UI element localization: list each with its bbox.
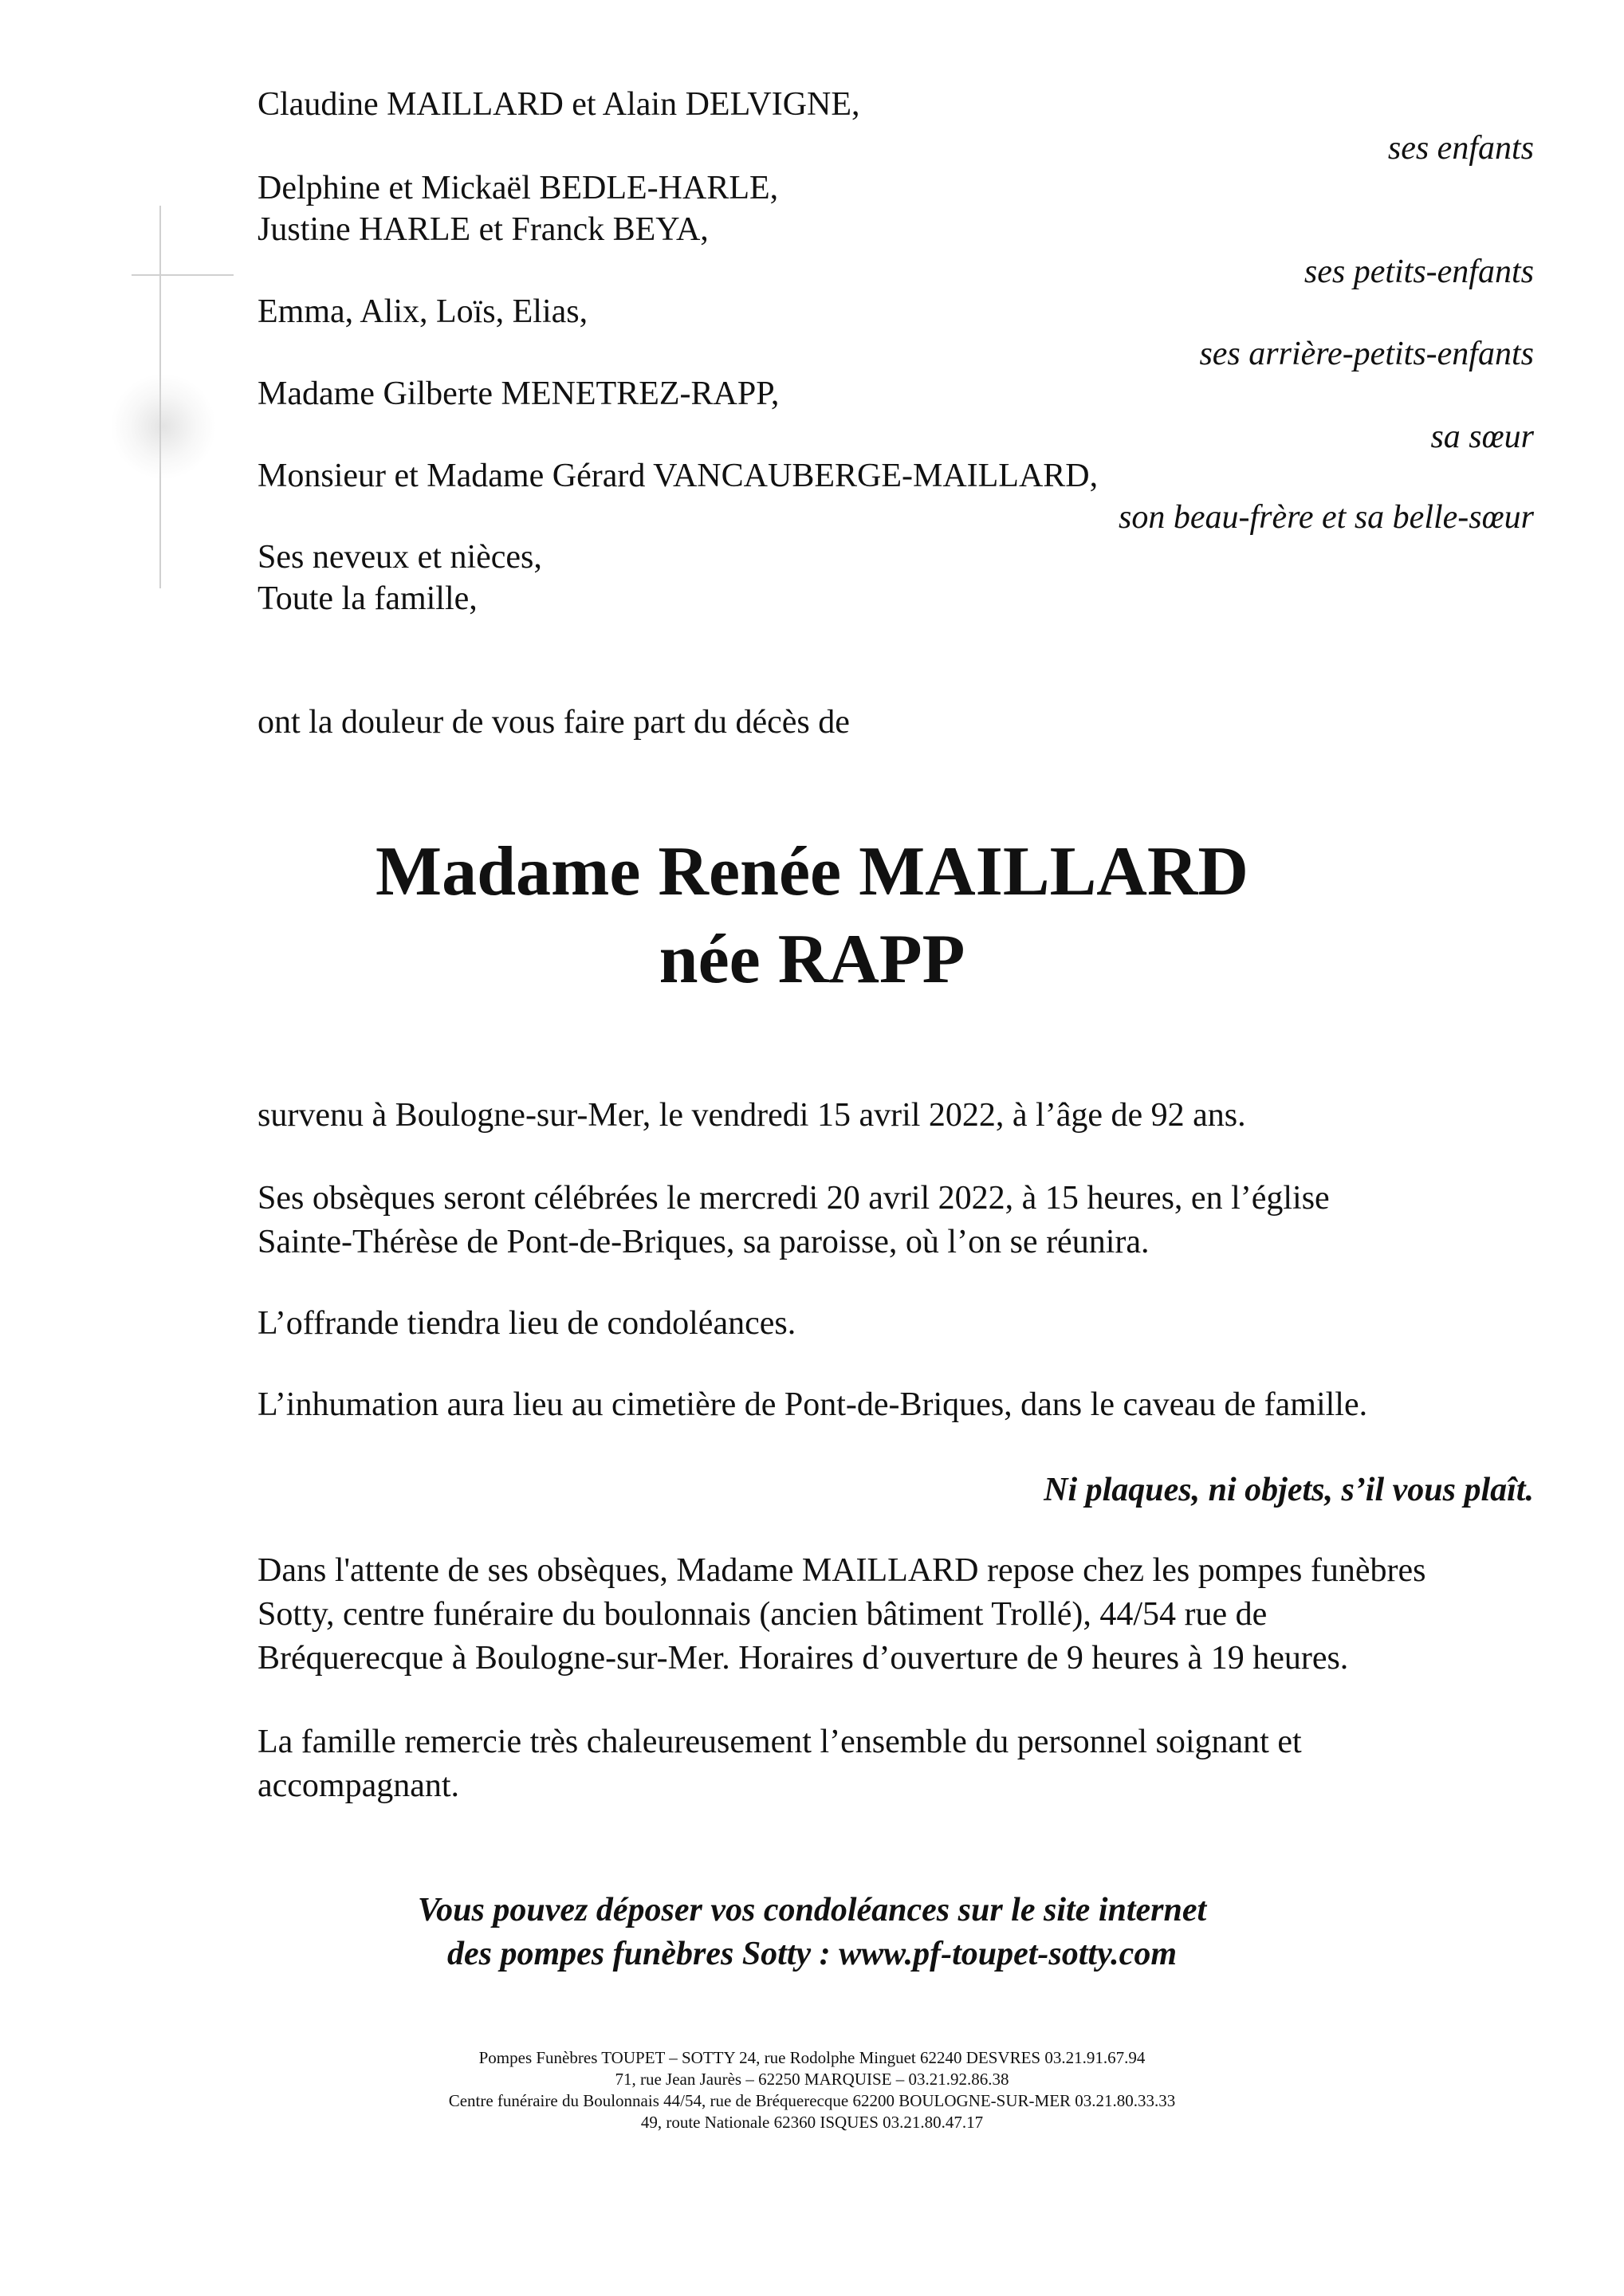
footer-line-3: Centre funéraire du Boulonnais 44/54, rue de Bréquerecque 62200 BOULOGNE-SUR-MER 03.21.80.33.33 xyxy=(448,2091,1176,2110)
funeral-details-1: Ses obsèques seront célébrées le mercredi 20 avril 2022, à 15 heures, en l’église xyxy=(258,1180,1330,1217)
thanks-1: La famille remercie très chaleureusement l’ensemble du personnel soignant et xyxy=(258,1724,1302,1760)
nephews-line: Ses neveux et nièces, xyxy=(258,539,542,576)
announcement-text: ont la douleur de vous faire part du décès de xyxy=(258,704,850,741)
children-names: Claudine MAILLARD et Alain DELVIGNE, xyxy=(258,86,860,123)
deceased-maiden-name: née RAPP xyxy=(659,921,965,998)
cross-horizontal-bar xyxy=(132,274,234,276)
rest-details-3: Bréquerecque à Boulogne-sur-Mer. Horaires d’ouverture de 9 heures à 19 heures. xyxy=(258,1640,1349,1677)
thanks-2: accompagnant. xyxy=(258,1767,460,1804)
grandchildren-names-1: Delphine et Mickaël BEDLE-HARLE, xyxy=(258,170,779,206)
footer-line-4: 49, route Nationale 62360 ISQUES 03.21.80.47.17 xyxy=(640,2113,984,2132)
grandchildren-names-2: Justine HARLE et Franck BEYA, xyxy=(258,211,709,248)
offering-note: L’offrande tiendra lieu de condoléances. xyxy=(258,1305,796,1342)
death-details: survenu à Boulogne-sur-Mer, le vendredi 15 avril 2022, à l’âge de 92 ans. xyxy=(258,1097,1246,1134)
burial-details: L’inhumation aura lieu au cimetière de Pont-de-Briques, dans le caveau de famille. xyxy=(258,1386,1368,1423)
condolences-line-1: Vous pouvez déposer vos condoléances sur le site internet xyxy=(417,1892,1207,1928)
no-flowers-note: Ni plaques, ni objets, s’il vous plaît. xyxy=(1044,1472,1534,1508)
rest-details-2: Sotty, centre funéraire du boulonnais (ancien bâtiment Trollé), 44/54 rue de xyxy=(258,1596,1268,1633)
footer-line-2: 71, rue Jean Jaurès – 62250 MARQUISE – 03.21.92.86.38 xyxy=(615,2070,1009,2089)
children-role: ses enfants xyxy=(1387,130,1534,167)
grandchildren-role: ses petits-enfants xyxy=(1304,254,1534,290)
great-grandchildren-role: ses arrière-petits-enfants xyxy=(1199,336,1534,372)
sister-name: Madame Gilberte MENETREZ-RAPP, xyxy=(258,375,780,412)
rest-details-1: Dans l'attente de ses obsèques, Madame MAILLARD repose chez les pompes funèbres xyxy=(258,1552,1426,1589)
condolences-line-2: des pompes funèbres Sotty : www.pf-toupet-sotty.com xyxy=(447,1936,1177,1972)
dove-watermark xyxy=(112,375,215,478)
funeral-details-2: Sainte-Thérèse de Pont-de-Briques, sa paroisse, où l’on se réunira. xyxy=(258,1224,1150,1260)
in-laws-role: son beau-frère et sa belle-sœur xyxy=(1118,499,1534,536)
whole-family-line: Toute la famille, xyxy=(258,580,478,617)
in-laws-names: Monsieur et Madame Gérard VANCAUBERGE-MAILLARD, xyxy=(258,458,1099,494)
deceased-name: Madame Renée MAILLARD xyxy=(376,833,1248,910)
sister-role: sa sœur xyxy=(1430,419,1534,455)
footer-line-1: Pompes Funèbres TOUPET – SOTTY 24, rue Rodolphe Minguet 62240 DESVRES 03.21.91.67.94 xyxy=(478,2048,1146,2067)
great-grandchildren-names: Emma, Alix, Loïs, Elias, xyxy=(258,293,588,330)
